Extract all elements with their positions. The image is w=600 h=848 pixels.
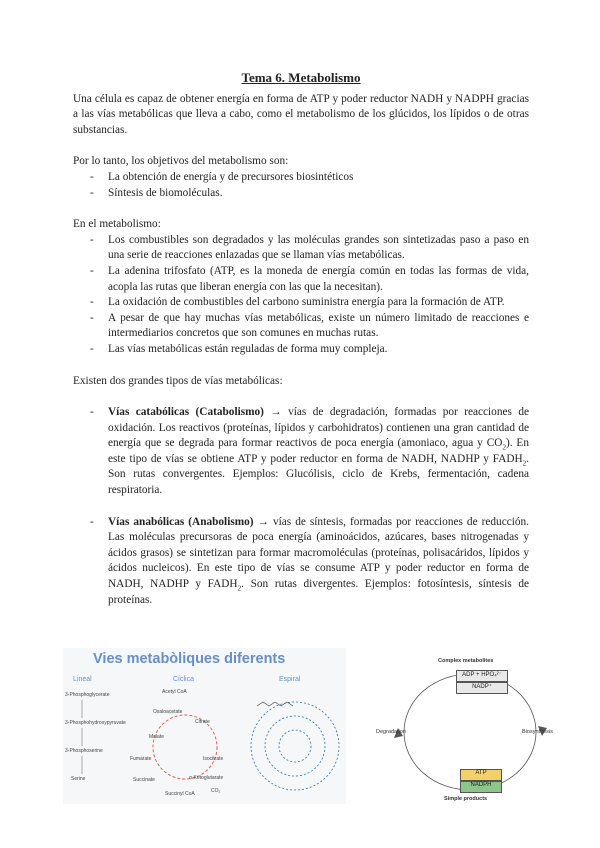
cycle-label: Acetyl CoA bbox=[162, 689, 187, 695]
intro-paragraph: Una célula es capaz de obtener energía en forma de ATP y poder reductor NADH y NADPH gracias a las vías metabólicas que lleva a cabo, como el metabolismo de los glúcidos, los lípidos o de otras substancias. bbox=[73, 92, 529, 136]
panel-title: Lineal bbox=[73, 676, 92, 683]
degradation-label: Degradation bbox=[376, 729, 406, 735]
list-item: - La adenina trifosfato (ATP, es la moneda de energía común en todas las formas de vida, acopla las rutas que liberan energía con las que la necesitan). bbox=[73, 264, 529, 295]
spiral-icon bbox=[237, 686, 346, 800]
cycle-label: Malate bbox=[149, 734, 165, 740]
cycle-label: Oxaloacetate bbox=[153, 709, 183, 715]
anabolic-text: → vías de síntesis, formadas por reacciones de reducción. Las moléculas precursoras de poca energía (aminoácidos, azúcares, bases nitrogenadas y ácidos grasos) se sintetizan para formar macromoléculas (proteínas, polisacáridos, lípidos y ácidos nucleicos). En este tipo de vías se consume ATP y poder reductor en forma de NADH, NADHP y FADH bbox=[108, 515, 529, 591]
list-item: - Los combustibles son degradados y las moléculas grandes son sintetizadas paso a paso en una serie de reacciones enlazadas que se llaman vías metabólicas. bbox=[73, 233, 529, 264]
pathway-label: 3-Phosphohydroxypyruvate bbox=[65, 720, 126, 726]
list-item: - Síntesis de biomoléculas. bbox=[73, 186, 529, 202]
metabolism-intro: En el metabolismo: bbox=[73, 218, 161, 231]
cycle-label: α-Ketoglutarate bbox=[189, 775, 224, 781]
degradation-biosynthesis-figure bbox=[376, 656, 564, 806]
pathway-label: Serine bbox=[71, 776, 86, 782]
catabolic-item bbox=[73, 405, 529, 499]
cycle-label: Succinyl CoA bbox=[165, 791, 195, 797]
linear-arrows bbox=[77, 698, 87, 778]
catabolic-text: ). En este tipo de vías se obtiene ATP y poder reductor en forma de NADH, NADHP y FADH bbox=[108, 437, 529, 465]
metabolic-pathways-figure bbox=[63, 648, 346, 804]
adp-box: ADP + HPO₄²⁻ bbox=[456, 670, 508, 682]
atp-box: ATP bbox=[460, 769, 502, 781]
document-body bbox=[73, 70, 529, 624]
anabolic-term: Vías anabólicas (Anabolismo) bbox=[108, 515, 254, 528]
page-title: Tema 6. Metabolismo bbox=[241, 70, 361, 85]
types-intro: Existen dos grandes tipos de vías metabólicas: bbox=[73, 374, 283, 387]
subscript: 2 bbox=[522, 459, 527, 468]
pathway-types-list bbox=[73, 405, 529, 608]
biosynthesis-label: Biosynthesis bbox=[522, 729, 553, 735]
objectives-intro: Por lo tanto, los objetivos del metabolismo son: bbox=[73, 155, 289, 168]
list-item: - La oxidación de combustibles del carbono suministra energía para la formación de ATP. bbox=[73, 295, 529, 311]
anabolic-text: . Son rutas divergentes. Ejemplos: fotosíntesis, síntesis de proteínas. bbox=[108, 578, 529, 606]
subscript: 2 bbox=[237, 584, 242, 593]
list-item: - La obtención de energía y de precursores biosintéticos bbox=[73, 170, 529, 186]
nadph-box: NADPH bbox=[460, 781, 502, 793]
cyclic-panel bbox=[125, 676, 237, 800]
metabolism-list bbox=[73, 233, 529, 358]
cycle-label: Fumarate bbox=[130, 756, 152, 762]
cycle-label: Citrate bbox=[195, 719, 210, 725]
complex-metabolites-label: Complex metabolites bbox=[438, 658, 494, 664]
cycle-label: Succinate bbox=[133, 777, 155, 783]
pathway-label: 3-Phosphoglycerate bbox=[65, 692, 110, 698]
cycle-label: Isocitrate bbox=[203, 756, 224, 762]
list-item: - A pesar de que hay muchas vías metabólicas, existe un número limitado de reacciones e intermediarios concretos que son comunes en muchas rutas. bbox=[73, 311, 529, 342]
panel-title: Espiral bbox=[279, 676, 301, 683]
nadp-box: NADP⁺ bbox=[456, 682, 508, 694]
panel-title: Cíclica bbox=[173, 676, 195, 683]
cycle-label: CO₂ bbox=[211, 788, 221, 794]
catabolic-text: → vías de degradación, formadas por reacciones de oxidación. Los reactivos (proteínas, lípidos y carbohidratos) contienen una gran cantidad de energía que se degrada para formar reactivos de poca energía (amoniaco, agua y CO bbox=[108, 406, 529, 450]
objectives-list bbox=[73, 170, 529, 201]
spiral-panel bbox=[237, 676, 346, 800]
subscript: 2 bbox=[502, 443, 506, 452]
anabolic-item bbox=[73, 515, 529, 609]
simple-products-label: Simple products bbox=[444, 796, 488, 802]
figure-title: Vies metabòliques diferents bbox=[93, 651, 286, 667]
list-item: - Las vías metabólicas están reguladas de forma muy compleja. bbox=[73, 342, 529, 358]
pathway-label: 3-Phosphoserine bbox=[65, 748, 103, 754]
linear-panel bbox=[63, 676, 125, 800]
catabolic-text: . Son rutas convergentes. Ejemplos: Glucólisis, ciclo de Krebs, fermentación, cadena respiratoria. bbox=[108, 452, 529, 497]
catabolic-term: Vías catabólicas (Catabolismo) bbox=[108, 406, 264, 419]
